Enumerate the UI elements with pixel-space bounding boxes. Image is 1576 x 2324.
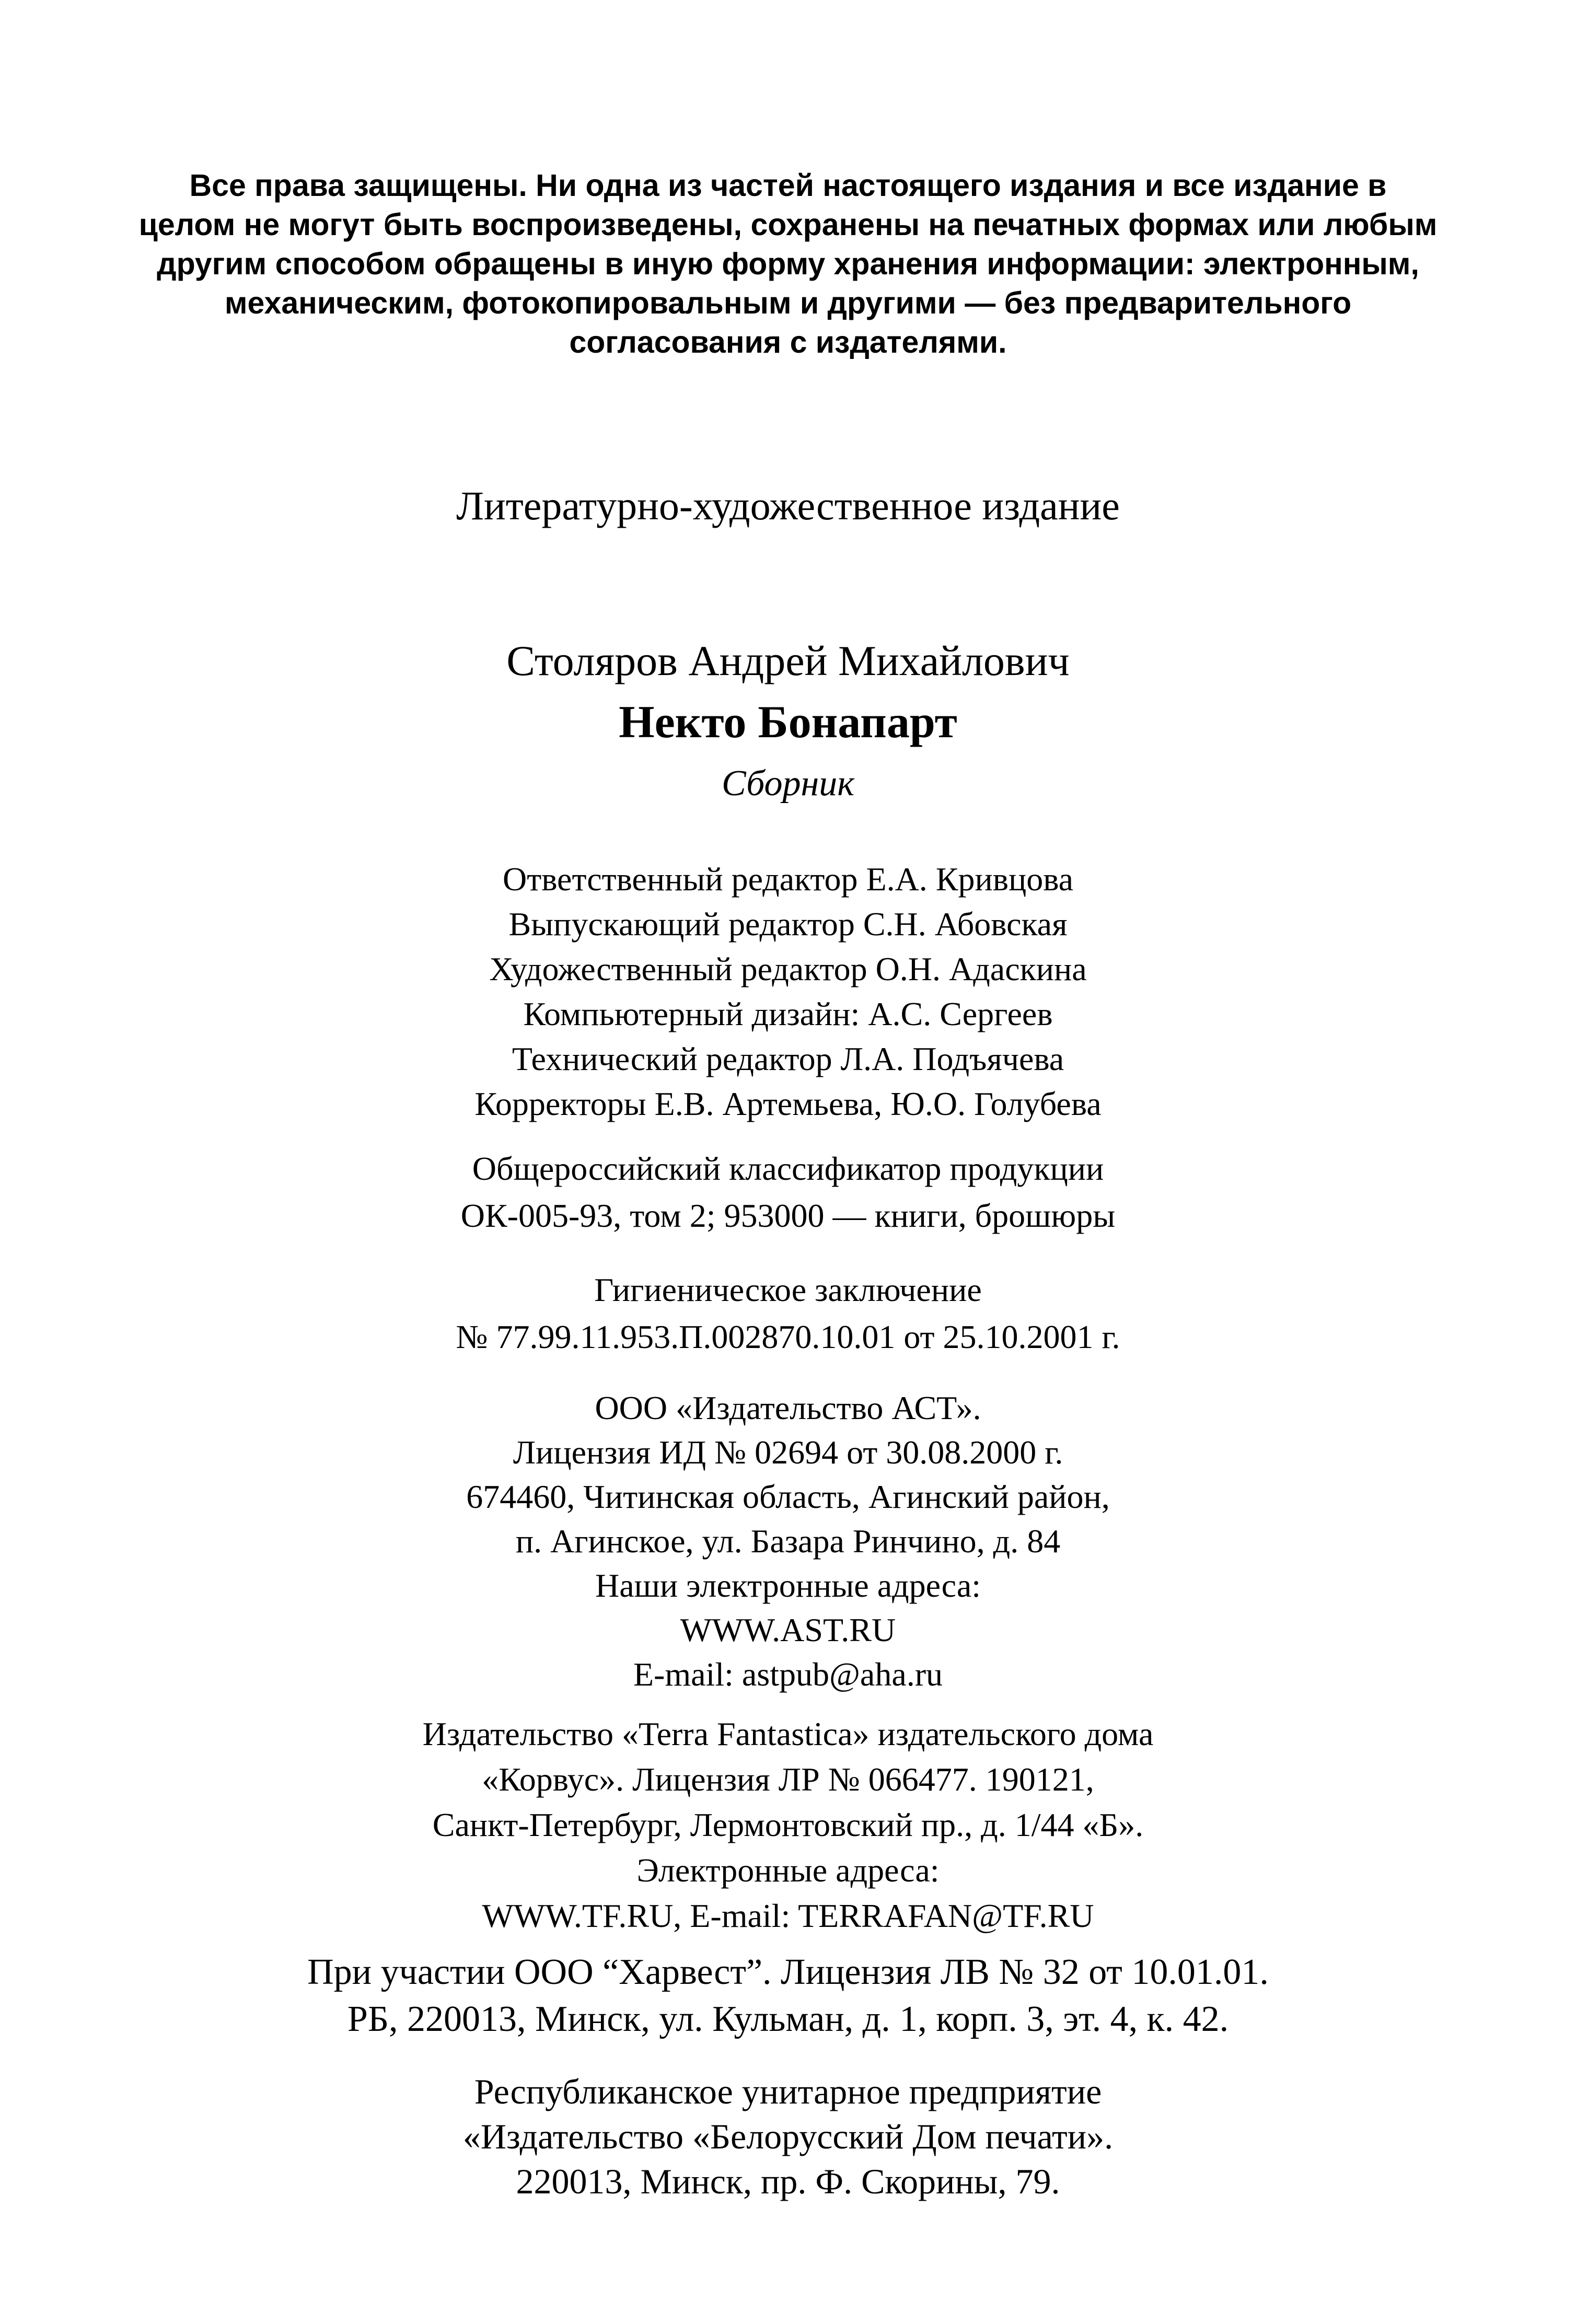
printer-line: 220013, Минск, пр. Ф. Скорины, 79. — [516, 2162, 1060, 2201]
terra-line: Электронные адреса: — [636, 1852, 940, 1889]
publisher-email: E-mail: astpub@aha.ru — [633, 1656, 943, 1693]
publisher-website: WWW.AST.RU — [680, 1611, 896, 1648]
copyright-line: согласования с издателями. — [569, 325, 1007, 359]
publisher-line: 674460, Читинская область, Агинский район, — [466, 1478, 1110, 1515]
publisher-line: Наши электронные адреса: — [595, 1567, 981, 1604]
book-title: Некто Бонапарт — [619, 697, 957, 748]
printer-line: «Издательство «Белорусский Дом печати». — [462, 2117, 1114, 2156]
publisher-ast — [0, 1386, 1576, 1696]
credit-line: Компьютерный дизайн: А.С. Сергеев — [523, 995, 1053, 1032]
terra-line: «Корвус». Лицензия ЛР № 066477. 190121, — [482, 1761, 1094, 1798]
credit-line: Корректоры Е.В. Артемьева, Ю.О. Голубева — [474, 1085, 1102, 1122]
copyright-line: целом не могут быть воспроизведены, сохранены на печатных формах или любым — [138, 207, 1438, 242]
copyright-notice — [0, 166, 1576, 362]
copyright-line: механическим, фотокопировальным и другими — без предварительного — [224, 286, 1352, 320]
terra-line: Санкт-Петербург, Лермонтовский пр., д. 1/44 «Б». — [432, 1806, 1144, 1843]
credit-line: Технический редактор Л.А. Подъячева — [512, 1040, 1064, 1077]
hygiene-line: № 77.99.11.953.П.002870.10.01 от 25.10.2001 г. — [456, 1318, 1120, 1355]
hygiene-certificate — [0, 1266, 1576, 1361]
classifier-line: Общероссийский классификатор продукции — [472, 1150, 1104, 1187]
terra-line: Издательство «Terra Fantastica» издательского дома — [422, 1715, 1154, 1752]
publisher-line: п. Агинское, ул. Базара Ринчино, д. 84 — [515, 1523, 1061, 1560]
author-name: Столяров Андрей Михайлович — [506, 637, 1070, 684]
product-classifier — [0, 1145, 1576, 1239]
credit-line: Ответственный редактор Е.А. Кривцова — [503, 861, 1073, 898]
editorial-credits — [0, 857, 1576, 1126]
copyright-line: другим способом обращены в иную форму хранения информации: электронным, — [157, 247, 1419, 281]
publisher-line: ООО «Издательство АСТ». — [595, 1389, 981, 1426]
credit-line: Выпускающий редактор С.Н. Абовская — [508, 905, 1068, 943]
book-subtitle: Сборник — [722, 763, 854, 804]
edition-genre: Литературно-художественное издание — [456, 483, 1120, 528]
hygiene-line: Гигиеническое заключение — [594, 1271, 982, 1308]
harvest-line: РБ, 220013, Минск, ул. Кульман, д. 1, корп. 3, эт. 4, к. 42. — [347, 1999, 1229, 2039]
credit-line: Художественный редактор О.Н. Адаскина — [489, 950, 1087, 987]
participant-harvest — [0, 1949, 1576, 2043]
harvest-line: При участии ООО “Харвест”. Лицензия ЛВ № 32 от 10.01.01. — [307, 1952, 1269, 1992]
terra-contacts: WWW.TF.RU, E-mail: TERRAFAN@TF.RU — [482, 1897, 1094, 1934]
classifier-line: ОК-005-93, том 2; 953000 — книги, брошюры — [460, 1197, 1116, 1234]
printer-belarus — [0, 2069, 1576, 2204]
printer-line: Республиканское унитарное предприятие — [474, 2072, 1102, 2111]
publisher-line: Лицензия ИД № 02694 от 30.08.2000 г. — [513, 1434, 1063, 1471]
copyright-line: Все права защищены. Ни одна из частей настоящего издания и все издание в — [189, 168, 1387, 203]
publisher-terra-fantastica — [0, 1711, 1576, 1938]
